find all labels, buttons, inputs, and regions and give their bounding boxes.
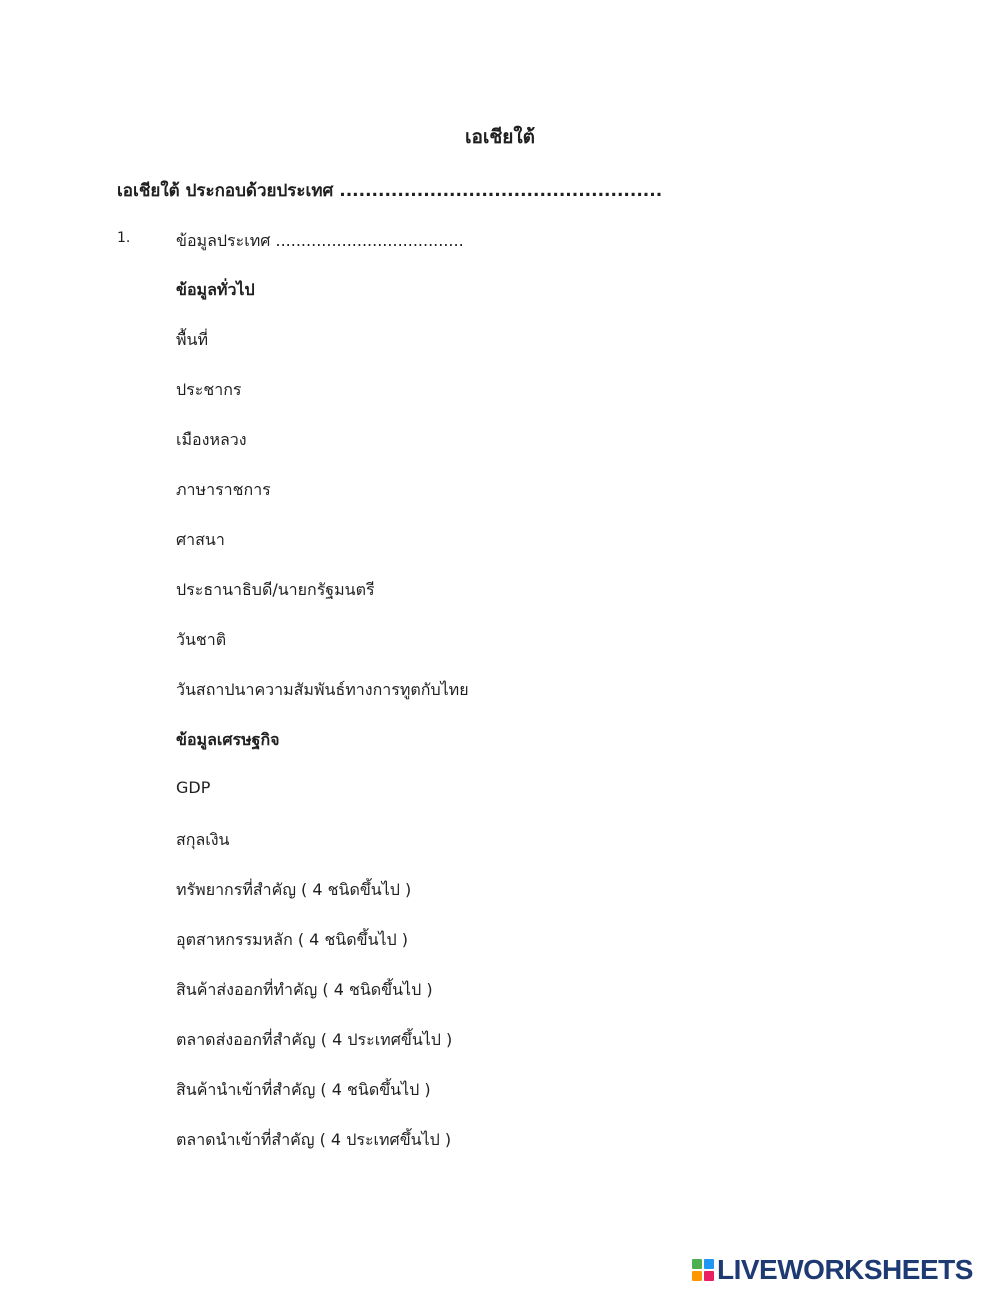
field-imports: สินค้านำเข้าที่สำคัญ ( 4 ชนิดขึ้นไป )	[176, 1080, 431, 1099]
field-religion: ศาสนา	[176, 530, 225, 549]
logo-square	[704, 1259, 714, 1269]
section-economy-heading: ข้อมูลเศรษฐกิจ	[176, 730, 280, 749]
item-number: 1.	[117, 230, 131, 246]
country-info-line: ข้อมูลประเทศ .....................................	[176, 231, 464, 250]
field-official-language: ภาษาราชการ	[176, 480, 271, 499]
section-general-heading: ข้อมูลทั่วไป	[176, 280, 255, 299]
page-title: เอเชียใต้	[464, 126, 536, 148]
field-leader: ประธานาธิบดี/นายกรัฐมนตรี	[176, 580, 375, 599]
field-import-markets: ตลาดนำเข้าที่สำคัญ ( 4 ประเทศขึ้นไป )	[176, 1130, 452, 1149]
logo-square	[692, 1259, 702, 1269]
logo-mark-icon	[692, 1259, 714, 1281]
logo-square	[692, 1271, 702, 1281]
field-export-markets: ตลาดส่งออกที่สำคัญ ( 4 ประเทศขึ้นไป )	[176, 1030, 453, 1049]
logo-square	[704, 1271, 714, 1281]
field-area: พื้นที่	[176, 330, 209, 349]
field-national-day: วันชาติ	[176, 630, 227, 649]
field-capital: เมืองหลวง	[176, 430, 247, 449]
field-currency: สกุลเงิน	[176, 830, 230, 849]
logo-text: LIVEWORKSHEETS	[717, 1254, 973, 1285]
field-gdp: GDP	[176, 778, 211, 797]
intro-line: เอเชียใต้ ประกอบด้วยประเทศ ..................................................	[117, 181, 663, 201]
field-population: ประชากร	[176, 380, 242, 399]
field-industries: อุตสาหกรรมหลัก ( 4 ชนิดขึ้นไป )	[176, 930, 409, 949]
field-resources: ทรัพยากรที่สำคัญ ( 4 ชนิดขึ้นไป )	[176, 880, 412, 899]
liveworksheets-logo	[692, 1253, 973, 1287]
field-diplomatic-relations: วันสถาปนาความสัมพันธ์ทางการทูตกับไทย	[176, 680, 469, 699]
field-exports: สินค้าส่งออกที่ทำคัญ ( 4 ชนิดขึ้นไป )	[176, 980, 433, 999]
